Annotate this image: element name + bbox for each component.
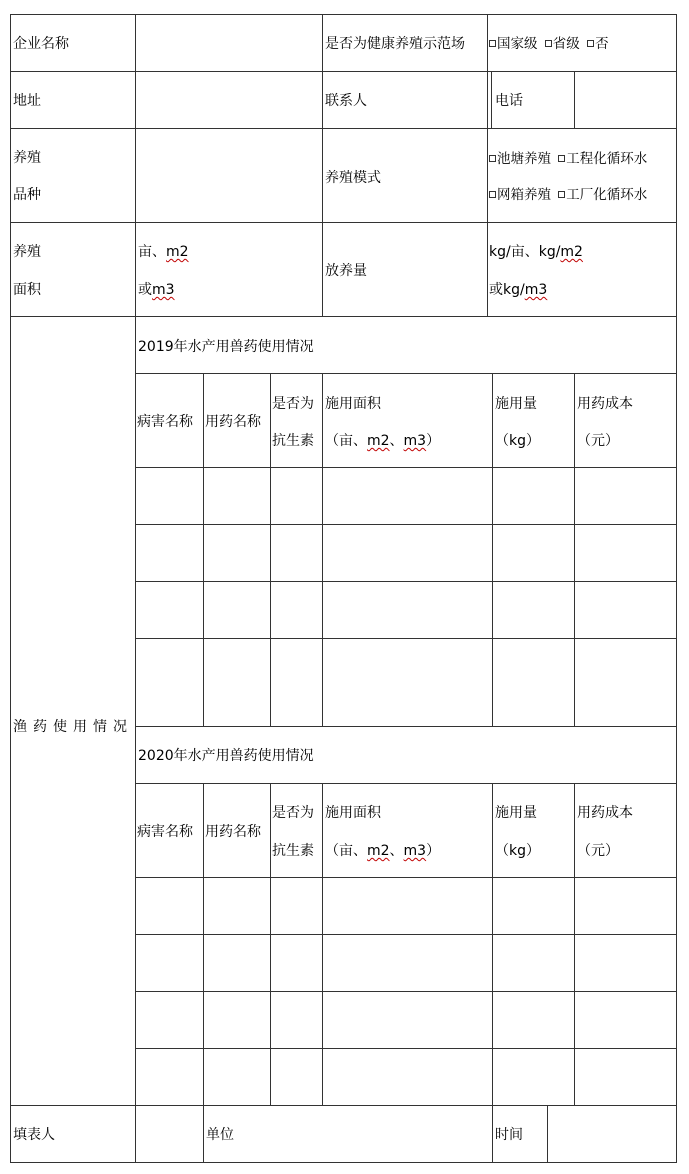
demo-farm-label: 是否为健康养殖示范场: [325, 36, 465, 52]
checkbox-engineering-recirc[interactable]: [558, 155, 565, 162]
species-label-line1: 养殖: [13, 150, 41, 166]
checkbox-pond[interactable]: [489, 155, 496, 162]
filler-input[interactable]: [137, 1107, 201, 1161]
hline: [135, 991, 677, 992]
vline: [203, 1105, 204, 1163]
option-factory-recirc-label: 工厂化循环水: [566, 187, 648, 203]
area-unit-or: 或: [138, 282, 152, 298]
checkbox-national[interactable]: [489, 40, 496, 47]
filler-label: 填表人: [13, 1127, 55, 1143]
vline: [487, 14, 488, 72]
hline: [10, 316, 677, 317]
year-2019-title: 2019年水产用兽药使用情况: [138, 339, 314, 355]
option-cage-label: 网箱养殖: [497, 187, 551, 203]
apply-area-m3: m3: [403, 433, 427, 449]
header-antibiotic-line2-2020: 抗生素: [272, 843, 314, 859]
header-antibiotic-line1-2020: 是否为: [272, 805, 314, 821]
vline: [492, 373, 493, 727]
header-drug-2019: 用药名称: [205, 414, 261, 430]
checkbox-no[interactable]: [587, 40, 594, 47]
hline: [135, 783, 677, 784]
header-antibiotic-line1-2019: 是否为: [272, 396, 314, 412]
farming-mode-options-line2: [489, 187, 647, 203]
vline: [135, 1105, 136, 1163]
vline: [270, 783, 271, 1106]
checkbox-provincial[interactable]: [545, 40, 552, 47]
hline: [10, 1105, 677, 1106]
area-unit-m3: m3: [152, 282, 175, 298]
apply-area-suffix: ）: [426, 433, 441, 449]
apply-area-prefix: （亩、: [325, 433, 367, 449]
stocking-unit-m2: m2: [560, 244, 583, 260]
farming-mode-options-line1: [489, 151, 647, 167]
company-name-input[interactable]: [137, 16, 320, 70]
contact-label: 联系人: [325, 93, 367, 109]
stocking-unit-line2: [489, 282, 547, 298]
option-national-label: 国家级: [497, 36, 538, 52]
hline: [135, 877, 677, 878]
option-engineering-recirc-label: 工程化循环水: [566, 151, 648, 167]
vline: [322, 14, 323, 317]
header-apply-area-line1-2019: 施用面积: [325, 396, 381, 412]
checkbox-cage[interactable]: [489, 191, 496, 198]
border-bottom: [10, 1162, 677, 1163]
vline: [135, 14, 136, 317]
apply-area-sep: 、: [389, 843, 404, 859]
header-cost-line1-2019: 用药成本: [577, 396, 633, 412]
header-drug-2020: 用药名称: [205, 824, 261, 840]
vline: [574, 783, 575, 1106]
time-label: 时间: [495, 1127, 523, 1143]
hline: [135, 934, 677, 935]
apply-area-m2: m2: [367, 433, 390, 449]
header-disease-2019: 病害名称: [137, 414, 193, 430]
vline: [203, 373, 204, 727]
apply-area-sep: 、: [389, 433, 404, 449]
area-label-line1: 养殖: [13, 244, 41, 260]
stocking-unit-prefix: kg/亩、kg/: [489, 244, 561, 260]
stocking-unit-or: 或kg/: [489, 282, 525, 298]
option-no-label: 否: [595, 36, 609, 52]
hline: [135, 638, 677, 639]
border-left: [10, 14, 11, 1163]
hline: [10, 222, 677, 223]
demo-farm-options: [489, 36, 609, 52]
stocking-label: 放养量: [325, 263, 367, 279]
company-name-label: 企业名称: [13, 36, 69, 52]
farming-mode-label: 养殖模式: [325, 170, 381, 186]
vline: [487, 128, 488, 317]
border-top: [10, 14, 677, 15]
option-provincial-label: 省级: [552, 36, 580, 52]
area-unit-line2: [138, 282, 175, 298]
header-apply-area-line1-2020: 施用面积: [325, 805, 381, 821]
phone-input[interactable]: [576, 73, 675, 127]
phone-label: 电话: [495, 93, 523, 109]
apply-area-m3: m3: [403, 843, 427, 859]
checkbox-factory-recirc[interactable]: [558, 191, 565, 198]
hline: [135, 467, 677, 468]
address-label: 地址: [13, 93, 41, 109]
header-apply-area-line2-2019: [325, 433, 440, 449]
vline: [270, 373, 271, 727]
vline: [491, 71, 492, 129]
vline: [322, 783, 323, 1106]
drug-usage-section-label: 渔药使用情况: [13, 719, 133, 735]
area-unit-line1: [138, 244, 189, 260]
stocking-unit-line1: [489, 244, 583, 260]
header-cost-line2-2020: （元）: [577, 843, 619, 859]
vline: [574, 373, 575, 727]
header-amount-line2-2019: （kg）: [495, 433, 540, 449]
header-cost-line2-2019: （元）: [577, 433, 619, 449]
hline: [135, 524, 677, 525]
header-amount-line1-2019: 施用量: [495, 396, 537, 412]
hline: [135, 581, 677, 582]
vline: [547, 1105, 548, 1163]
hline: [135, 373, 677, 374]
apply-area-prefix: （亩、: [325, 843, 367, 859]
hline: [135, 726, 677, 727]
hline: [10, 128, 677, 129]
vline: [322, 373, 323, 727]
vline: [574, 71, 575, 129]
year-2020-title: 2020年水产用兽药使用情况: [138, 748, 314, 764]
vline: [492, 1105, 493, 1163]
header-antibiotic-line2-2019: 抗生素: [272, 433, 314, 449]
vline: [203, 783, 204, 1106]
vline: [135, 316, 136, 1106]
species-label-line2: 品种: [13, 187, 41, 203]
header-cost-line1-2020: 用药成本: [577, 805, 633, 821]
header-amount-line1-2020: 施用量: [495, 805, 537, 821]
apply-area-m2: m2: [367, 843, 390, 859]
hline: [10, 71, 677, 72]
vline: [492, 783, 493, 1106]
header-apply-area-line2-2020: [325, 843, 440, 859]
area-unit-prefix: 亩、: [138, 244, 166, 260]
vline: [487, 71, 488, 129]
option-pond-label: 池塘养殖: [497, 151, 551, 167]
header-disease-2020: 病害名称: [137, 824, 193, 840]
unit-input[interactable]: [270, 1107, 490, 1161]
species-input[interactable]: [137, 130, 320, 221]
address-input[interactable]: [137, 73, 320, 127]
unit-label: 单位: [206, 1127, 234, 1143]
apply-area-suffix: ）: [426, 843, 441, 859]
stocking-unit-m3: m3: [524, 282, 548, 298]
hline: [135, 1048, 677, 1049]
time-input[interactable]: [549, 1107, 674, 1161]
header-amount-line2-2020: （kg）: [495, 843, 540, 859]
area-unit-m2: m2: [166, 244, 189, 260]
area-label-line2: 面积: [13, 282, 41, 298]
